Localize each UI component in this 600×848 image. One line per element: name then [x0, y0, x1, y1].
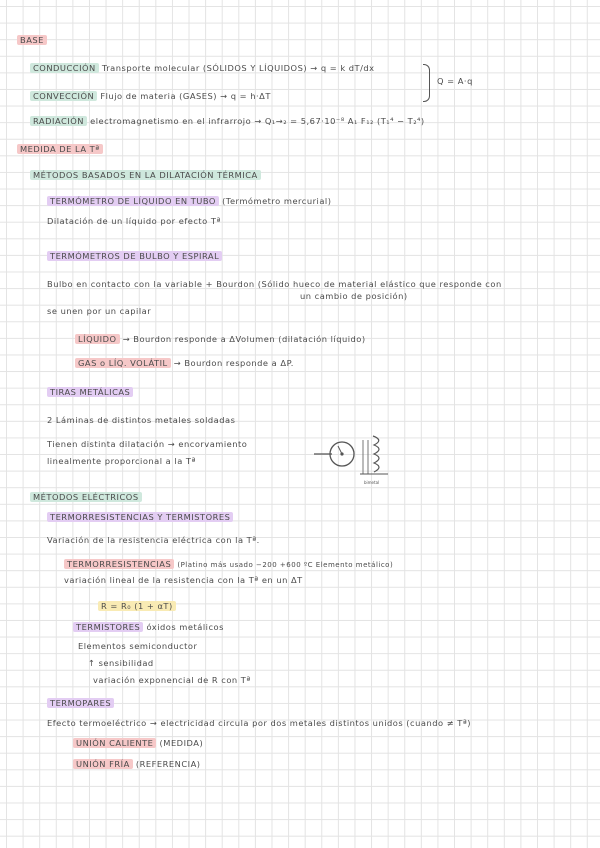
rtd-section-text: Variación de la resistencia eléctrica con la Tª.: [47, 535, 260, 545]
hot-junction-line: [73, 738, 203, 749]
radiation-line: [30, 116, 425, 127]
hot-junction-term: UNIÓN CALIENTE: [73, 738, 156, 748]
rtd-line: [64, 559, 393, 571]
bimetal-thermometer-sketch: [312, 430, 404, 488]
cold-junction-note: (REFERENCIA): [135, 759, 201, 769]
conduction-term: CONDUCCIÓN: [30, 63, 99, 73]
rtd-term: TERMORRESISTENCIAS: [64, 559, 174, 569]
rtd-note: (Platino más usado −200 +600 ºC Elemento metálico): [177, 561, 394, 569]
gas-text: → Bourdon responde a ΔP.: [173, 358, 294, 368]
bulb-line-1b: un cambio de posición): [300, 291, 408, 301]
bulb-line-2: se unen por un capilar: [47, 306, 152, 316]
cold-junction-line: [73, 759, 201, 770]
strips-heading: TIRAS METÁLICAS: [47, 387, 133, 398]
convection-line: [30, 91, 271, 102]
glass-thermometer-text: Dilatación de un líquido por efecto Tª: [47, 216, 221, 226]
hot-junction-note: (MEDIDA): [159, 738, 204, 748]
strips-line-3: linealmente proporcional a la Tª: [47, 456, 196, 466]
thermistor-term: TERMISTORES: [73, 622, 143, 632]
strips-line-1: 2 Láminas de distintos metales soldadas: [47, 415, 236, 425]
conduction-formula: → q = k dT/dx: [310, 63, 375, 73]
sketch-spiral: [373, 436, 379, 472]
gas-term: GAS o LÍQ. VOLÁTIL: [75, 358, 171, 368]
thermistor-line: [73, 622, 224, 633]
thermistor-line-2: ↑ sensibilidad: [88, 658, 154, 668]
measure-heading: MEDIDA DE LA Tª: [17, 144, 103, 155]
radiation-text: electromagnetismo en el infrarrojo → Q₁→₂ = 5,67·10⁻⁸ A₁ F₁₂ (T₁⁴ − T₂⁴): [90, 116, 425, 126]
liquid-text: → Bourdon responde a ΔVolumen (dilatación líquido): [122, 334, 366, 344]
rtd-formula: R = R₀ (1 + αT): [98, 601, 176, 612]
base-heading: BASE: [17, 35, 47, 46]
glass-thermometer-note: (Termómetro mercurial): [222, 196, 332, 206]
conduction-line: [30, 63, 375, 74]
liquid-line: [75, 334, 366, 345]
glass-thermometer-title: TERMÓMETRO DE LÍQUIDO EN TUBO: [47, 196, 219, 206]
electric-heading: MÉTODOS ELÉCTRICOS: [30, 492, 142, 503]
convection-text: Flujo de materia (GASES) → q = h·ΔT: [100, 91, 271, 101]
thermistor-line-3: variación exponencial de R con Tª: [93, 675, 251, 685]
bulb-line-1: Bulbo en contacto con la variable + Bourdon (Sólido hueco de material elástico que responde con: [47, 279, 502, 289]
sketch-needle: [338, 446, 342, 454]
rtd-section-heading: TERMORRESISTENCIAS Y TERMISTORES: [47, 512, 233, 523]
cold-junction-term: UNIÓN FRÍA: [73, 759, 133, 769]
rtd-text: variación lineal de la resistencia con la Tª en un ΔT: [64, 575, 303, 585]
conduction-text: Transporte molecular (SÓLIDOS Y LÍQUIDOS): [101, 63, 308, 73]
brace-symbol: [423, 64, 430, 102]
liquid-term: LÍQUIDO: [75, 334, 120, 344]
radiation-term: RADIACIÓN: [30, 116, 87, 126]
bulb-heading: TERMÓMETROS DE BULBO Y ESPIRAL: [47, 251, 222, 262]
thermocouple-text: Efecto termoeléctrico → electricidad circula por dos metales distintos unidos (cuando ≠ Tª): [47, 718, 471, 728]
thermistor-line-1: Elementos semiconductor: [78, 641, 198, 651]
gas-line: [75, 358, 294, 369]
strips-line-2: Tienen distinta dilatación → encorvamiento: [47, 439, 248, 449]
thermocouple-heading: TERMOPARES: [47, 698, 114, 709]
expansion-heading: MÉTODOS BASADOS EN LA DILATACIÓN TÉRMICA: [30, 170, 261, 181]
sketch-label: bimetal: [364, 480, 380, 485]
thermistor-note: óxidos metálicos: [146, 622, 224, 632]
convection-term: CONVECCIÓN: [30, 91, 97, 101]
q-total-formula: Q = A·q: [437, 76, 473, 86]
glass-thermometer-line: [47, 196, 331, 207]
sketch-case: [363, 440, 368, 474]
